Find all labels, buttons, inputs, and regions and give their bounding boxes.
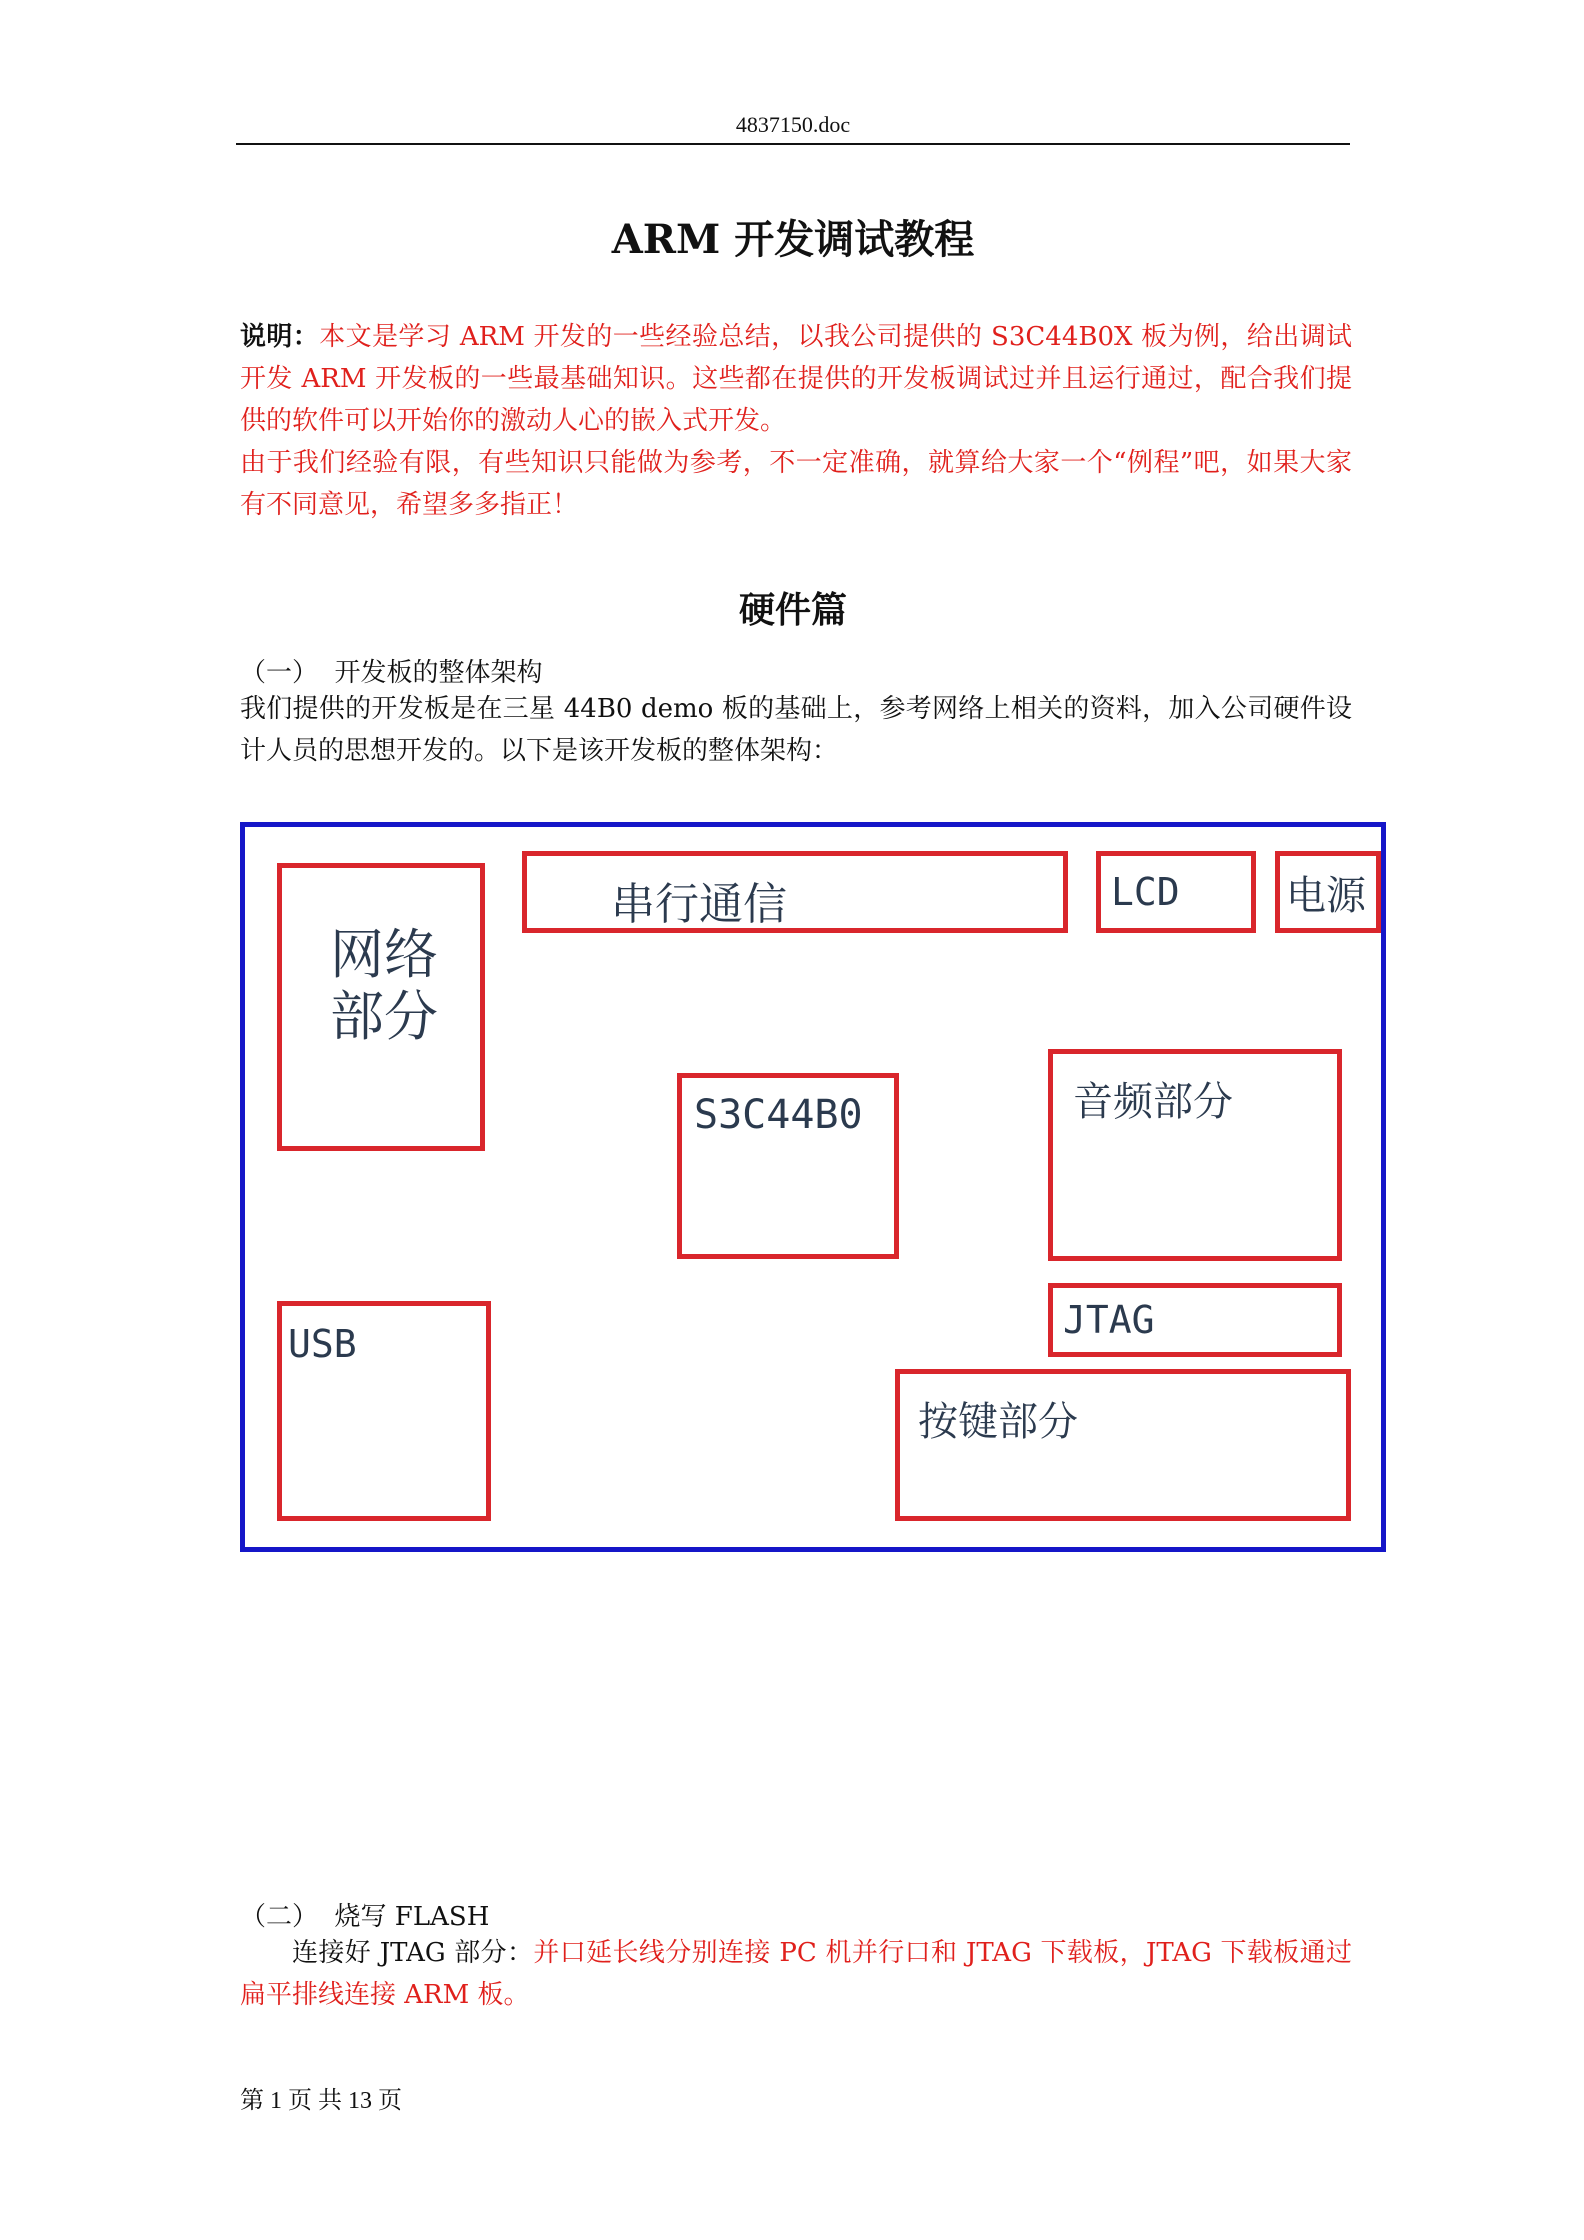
board-architecture-diagram <box>240 822 1386 1552</box>
block-cpu <box>677 1073 899 1259</box>
block-network <box>277 863 485 1151</box>
flash-lead: 连接好 JTAG 部分： <box>292 1938 534 1968</box>
block-jtag <box>1048 1283 1342 1357</box>
block-usb <box>277 1301 491 1521</box>
subheading-flash <box>240 1896 489 1933</box>
block-serial <box>522 851 1068 933</box>
intro-label: 说明： <box>240 322 320 352</box>
block-network-label-line2: 部分 <box>330 985 438 1048</box>
section-heading-hardware: 硬件篇 <box>738 589 847 631</box>
block-keys-label: 按键部分 <box>918 1399 1078 1445</box>
intro-text-2: 由于我们经验有限，有些知识只能做为参考，不一定准确，就算给大家一个“例程”吧，如果大家有不同意见，希望多多指正！ <box>240 448 1352 520</box>
architecture-paragraph: 我们提供的开发板是在三星 44B0 demo 板的基础上，参考网络上相关的资料，加入公司硬件设计人员的思想开发的。以下是该开发板的整体架构： <box>240 694 1352 766</box>
subheading-number: （一） <box>240 658 319 688</box>
document-title: ARM 开发调试教程 <box>611 216 975 263</box>
block-keys <box>895 1369 1351 1521</box>
block-serial-label: 串行通信 <box>611 879 787 930</box>
block-usb-label: USB <box>288 1322 357 1366</box>
intro-text-1: 本文是学习 ARM 开发的一些经验总结，以我公司提供的 S3C44B0X 板为例，给出调试开发 ARM 开发板的一些最基础知识。这些都在提供的开发板调试过并且运行通过，配合我们提供的软件可以开始你的激动人心的嵌入式开发。 <box>240 322 1352 436</box>
flash-paragraph <box>240 1932 1352 2016</box>
block-network-label-line1: 网络 <box>330 923 438 986</box>
block-cpu-label: S3C44B0 <box>694 1092 863 1138</box>
page-footer: 第 1 页 共 13 页 <box>240 2088 402 2114</box>
block-lcd <box>1096 851 1256 933</box>
flash-red-text: 并口延长线分别连接 PC 机并行口和 JTAG 下载板，JTAG 下载板通过扁平排线连接 ARM 板。 <box>240 1938 1352 2010</box>
intro-paragraph <box>240 316 1352 442</box>
page-header-filename: 4837150.doc <box>735 112 851 137</box>
header-rule <box>236 143 1350 145</box>
block-lcd-label: LCD <box>1111 870 1180 914</box>
block-power-label: 电源 <box>1286 873 1366 919</box>
block-jtag-label: JTAG <box>1063 1298 1155 1342</box>
block-power <box>1275 851 1381 933</box>
subheading-title: 烧写 FLASH <box>334 1902 490 1932</box>
subheading-architecture <box>240 652 543 689</box>
block-audio-label: 音频部分 <box>1073 1079 1233 1125</box>
subheading-title: 开发板的整体架构 <box>334 658 543 688</box>
block-audio <box>1048 1049 1342 1261</box>
subheading-number: （二） <box>240 1902 319 1932</box>
